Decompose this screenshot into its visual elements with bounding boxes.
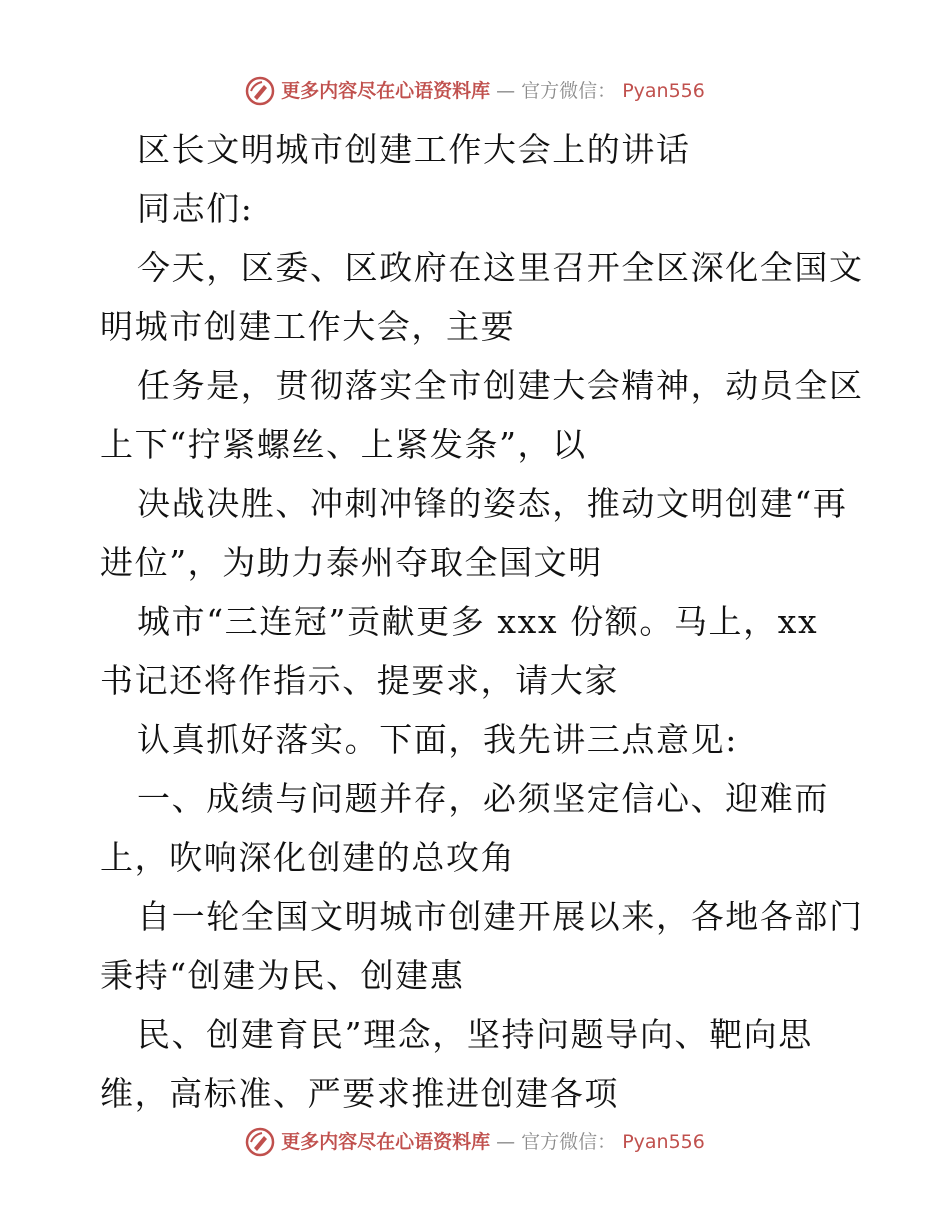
salutation: 同志们:	[137, 189, 254, 228]
pen-nib-icon	[245, 76, 275, 106]
watermark-contact-id: Pyan556	[622, 80, 705, 102]
paragraph-line: 书记还将作指示、提要求，请大家	[100, 661, 619, 700]
header-watermark	[0, 76, 950, 106]
watermark-contact-label: 官方微信：	[521, 80, 617, 102]
document-body	[100, 120, 864, 1123]
paragraph-line: 上下“拧紧螺丝、上紧发条”，以	[100, 425, 587, 464]
watermark-separator: —	[496, 80, 516, 102]
paragraph-line: 决战决胜、冲刺冲锋的姿态，推动文明创建“再	[137, 484, 848, 523]
footer-watermark	[0, 1127, 950, 1157]
watermark-main-text: 更多内容尽在心语资料库	[281, 80, 491, 102]
paragraph-line: 维，高标准、严要求推进创建各项	[100, 1074, 619, 1113]
paragraph-line: 城市“三连冠”贡献更多 xxx 份额。马上，xx	[137, 602, 819, 641]
watermark-main-text: 更多内容尽在心语资料库	[281, 1131, 491, 1153]
watermark-separator: —	[496, 1131, 516, 1153]
paragraph-line: 自一轮全国文明城市创建开展以来，各地各部门	[137, 897, 864, 936]
paragraph-line: 认真抓好落实。下面，我先讲三点意见:	[137, 720, 738, 759]
section-heading-continued: 上，吹响深化创建的总攻角	[100, 838, 516, 877]
paragraph-line: 进位”，为助力泰州夺取全国文明	[100, 543, 603, 582]
watermark-contact-label: 官方微信：	[521, 1131, 617, 1153]
paragraph-line: 明城市创建工作大会，主要	[100, 307, 516, 346]
paragraph-line: 任务是，贯彻落实全市创建大会精神，动员全区	[137, 366, 864, 405]
paragraph-line: 秉持“创建为民、创建惠	[100, 956, 465, 995]
paragraph-line: 民、创建育民”理念，坚持问题导向、靶向思	[137, 1015, 813, 1054]
pen-nib-icon	[245, 1127, 275, 1157]
paragraph-line: 今天，区委、区政府在这里召开全区深化全国文	[137, 248, 864, 287]
document-title: 区长文明城市创建工作大会上的讲话	[137, 130, 691, 169]
section-heading: 一、成绩与问题并存，必须坚定信心、迎难而	[137, 779, 829, 818]
watermark-contact-id: Pyan556	[622, 1131, 705, 1153]
